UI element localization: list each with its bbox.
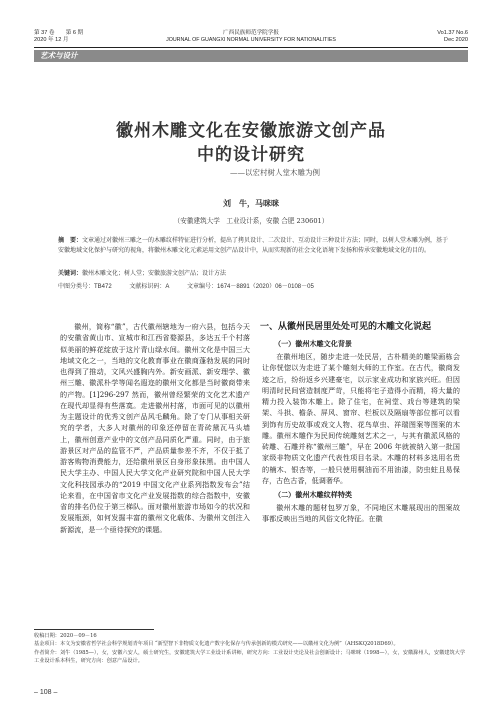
volume-issue-en: Vo1.37 No.6: [437, 30, 468, 36]
header-rule: [34, 47, 468, 48]
abstract: [58, 236, 450, 255]
volume-issue: 第 37 卷 第 6 期: [34, 30, 84, 36]
header-right: [437, 30, 468, 44]
issue-date-en: Dec 2020: [444, 37, 468, 43]
body-paragraph-1: 在徽州地区，随步走进一处民居，古朴精美的雕梁画栋会让你恍惚以为走进了某个雕刻大师的工作室。在古代，徽商发迹之后，纷纷返乡兴建豪宅，以示家业成功和家族兴旺。但因明清时民间营造制度严苛，只能将宅子造得小而精，将大量的精力投入装饰木雕上。除了住宅，在祠堂、戏台等建筑的梁架、斗拱、檐条、屏风、窗帘、栏板以及隔扇等部位都可以看到饰有历史故事或戏文人物、花鸟草虫、祥瑞图案等图案的木雕。徽州木雕作为民间传统雕刻艺术之一，与其有徽派风格的砖雕、石雕并称“徽州三雕”，早在 2006 年就被纳入第一批国家级非物质文化遗产代表性项目名录。木雕的材料多选用名贵的楠木、银杏等，一般只使用桐油而不用油漆，防虫蛀且易保存，古色古香，低调奢华。: [262, 352, 460, 485]
issue-date: 2020 年 12 月: [34, 37, 69, 43]
section-heading-1: 一、从徽州民居里处处可见的木雕文化说起: [260, 322, 432, 332]
abstract-text: 文章通过对徽州三雕之一的木雕纹样特征进行分析，提出了拷贝设计、二次设计、互动设计三种设计方法；同时，以树人堂木雕为例，基于安徽地域文化保护与研究的视角，将徽州木雕文化元素运用文创产品设计中，从而实现新的社会文化语境下发扬和传承安徽地域文化的目的。: [58, 237, 449, 254]
header-center: [34, 30, 468, 44]
authors: 刘 牛，马咪咪: [223, 198, 279, 208]
right-column: [262, 321, 460, 525]
keywords: [58, 269, 450, 279]
keywords-label: 关键词：: [58, 270, 83, 277]
footnote-rule: [34, 629, 154, 630]
clc-number: 中图分类号：TB472: [58, 284, 112, 290]
page-number: – 108 –: [34, 689, 58, 696]
fund-info: 基金项目：本文为安徽省哲学社会科学规划青年项目 “新型智下非物质文化遗产数字化保存与传承创新的模式研究——以徽州文化为例”（AHSKQ2018D69）。: [34, 641, 399, 648]
running-header: [34, 30, 468, 48]
subtitle: ——以宏村树人堂木雕为例: [230, 168, 320, 177]
classification: [58, 281, 450, 290]
author-info: 作者简介：刘牛（1985—），女，安徽六安人，硕士研究生，安徽建筑大学工业设计系讲师，研究方向：工业设计史论及社会创新设计；马咪咪（1998—），女，安徽滁州人，安徽建筑大学工业设计系本科生，研究方向：创意产品设计。: [34, 649, 466, 664]
document-code: 文献标识码：A: [129, 284, 170, 290]
section-tag: 艺术与设计: [34, 50, 468, 62]
article-number: 文章编号：1674－8891（2020）06－0108－05: [187, 284, 314, 290]
body-paragraph-2: 徽州木雕的题材包罗万象，不同地区木雕展现出的图案故事都反映出当地的风俗文化特征。在徽: [262, 503, 460, 524]
keywords-text: 徽州木雕文化；树人堂；安徽旅游文创产品；设计方法: [82, 270, 227, 277]
journal-name-en: JOURNAL OF GUANGXI NORMAL UNIVERSITY FOR NATIONALITIES: [166, 37, 336, 43]
journal-name-cn: 广西民族师范学院学报: [223, 30, 279, 36]
subsection-heading-1: （一）徽州木雕文化背景: [274, 339, 353, 348]
footnote: [34, 632, 468, 665]
received-date: 收稿日期：2020－09－16: [34, 633, 97, 639]
title-line-2: 中的设计研究: [197, 145, 305, 165]
affiliation: （安徽建筑大学 工业设计系，安徽 合肥 230601）: [173, 217, 329, 225]
title-line-1: 徽州木雕文化在安徽旅游文创产品: [116, 121, 386, 141]
abstract-label: 摘 要：: [58, 237, 83, 244]
left-column: [60, 321, 250, 535]
subsection-heading-2: （二）徽州木雕纹样特类: [274, 490, 353, 499]
intro-paragraph: 徽州，简称“徽”，古代徽州辖地为一府六县，包括今天的安徽省黄山市、宣城市和江西省婺源县，多达五千个村落似美丽的鲜花绽放于这片青山绿水间。徽州文化是中国三大地域文化之一，当地的文化教育事业在徽商蓬勃发展的同时也得到了推动，文风兴盛胸内外。新安画派、新安理学、徽州三雕、徽派朴学等闻名遐迩的徽州文化都是当时徽商带来的产物。[1]296-297 然而，徽州曾经繁荣的文化艺术遗产在现代却显得有些落寞。走进徽州村落，市面可见的以徽州为主题设计的优秀文创产品风毛麟角。除了专门从事相关研究的学者，大多人对徽州的印象还停留在青砖黛瓦马头墙上，徽州创意产业中的文创产品同质化严重。同时，由于旅游景区对产品的监管不严，产品质量参差不齐，不仅于抵了游客购物消费能力，还给徽州景区自身形象抹黑。由中国人民大学主办、中国人民大学文化产业研究院和中国人民大学文化科技园承办的“2019 中国文化产业系列指数发布会”结论来看，在中国省市文化产业发展指数的综合指数中，安徽省的排名仍位于第三梯队。面对徽州旅游市场如今的状况和发展瓶颈，如何发掘丰富的徽州文化载体、为徽州文创注入新源流，是一个亟待探究的课题。: [60, 322, 250, 534]
